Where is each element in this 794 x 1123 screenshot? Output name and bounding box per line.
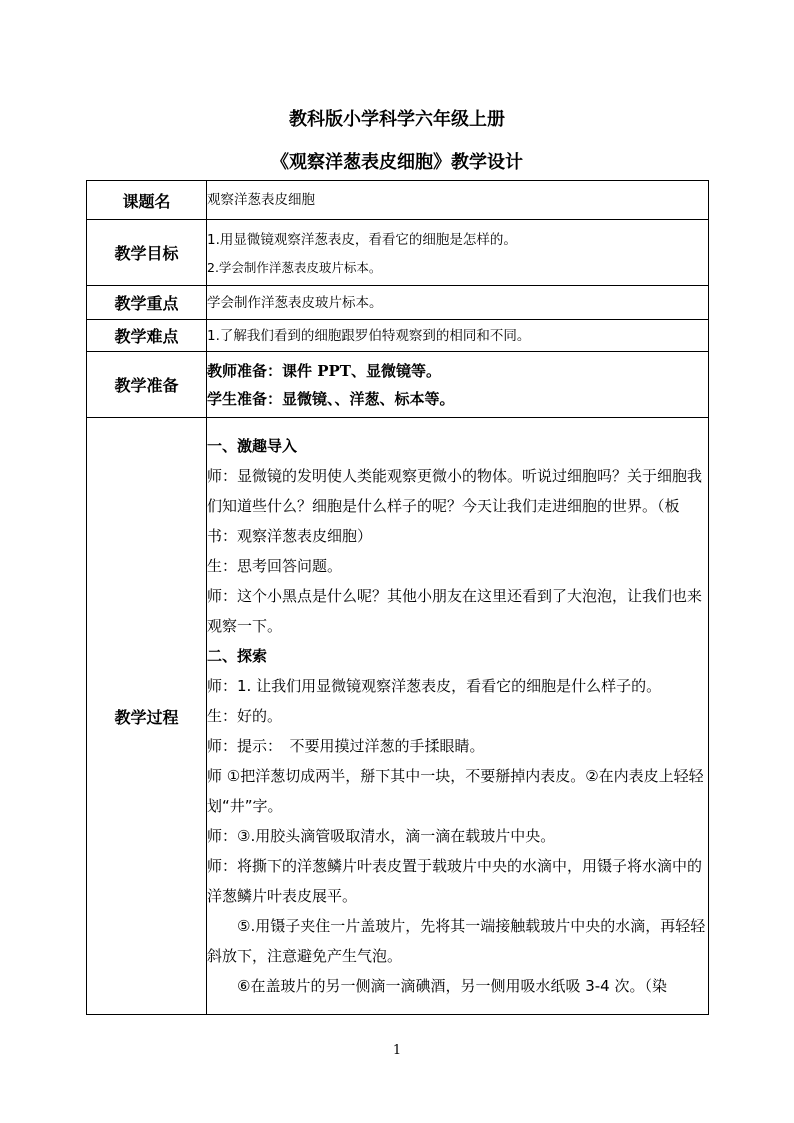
process-paragraph: ⑥在盖玻片的另一侧滴一滴碘酒，另一侧用吸水纸吸 3-4 次。（染	[237, 977, 667, 995]
page-number: 1	[392, 1043, 402, 1058]
topic-value: 观察洋葱表皮细胞	[207, 181, 709, 220]
teacher-preparation: 教师准备：课件 PPT、显微镜等。	[207, 361, 441, 380]
preparation-label: 教学准备	[87, 352, 207, 418]
row-process	[87, 418, 709, 1015]
row-topic	[87, 181, 709, 220]
document-subtitle: 《观察洋葱表皮细胞》教学设计	[271, 152, 523, 173]
process-paragraph: 师：③.用胶头滴管吸取清水，滴一滴在载玻片中央。	[207, 827, 556, 845]
key-point-label: 教学重点	[87, 286, 207, 320]
process-paragraph: 师 ①把洋葱切成两半，掰下其中一块，不要掰掉内表皮。②在内表皮上轻轻划“井”字。	[207, 767, 704, 815]
goal-item: 2.学会制作洋葱表皮玻片标本。	[207, 259, 382, 275]
topic-label: 课题名	[87, 181, 207, 220]
lesson-plan-table	[86, 180, 709, 1015]
goals-value	[207, 220, 709, 286]
process-paragraph: 生：好的。	[207, 707, 283, 725]
row-difficulty	[87, 320, 709, 352]
process-paragraph: 师：将撕下的洋葱鳞片叶表皮置于载玻片中央的水滴中，用镊子将水滴中的洋葱鳞片叶表皮展平。	[207, 857, 703, 905]
row-key-point	[87, 286, 709, 320]
row-preparation	[87, 352, 709, 418]
goals-label: 教学目标	[87, 220, 207, 286]
process-paragraph: 师：1. 让我们用显微镜观察洋葱表皮，看看它的细胞是什么样子的。	[207, 677, 662, 695]
row-goals	[87, 220, 709, 286]
preparation-value	[207, 352, 709, 418]
section-heading: 二、探索	[207, 647, 268, 665]
process-label: 教学过程	[87, 418, 207, 1015]
process-paragraph: 师：显微镜的发明使人类能观察更微小的物体。听说过细胞吗？关于细胞我们知道些什么？细胞是什么样子的呢？今天让我们走进细胞的世界。（板书：观察洋葱表皮细胞）	[207, 467, 703, 545]
process-content	[207, 418, 709, 1015]
key-point-value: 学会制作洋葱表皮玻片标本。	[207, 286, 709, 320]
difficulty-value: 1.了解我们看到的细胞跟罗伯特观察到的相同和不同。	[207, 320, 709, 352]
document-title: 教科版小学科学六年级上册	[289, 109, 505, 130]
process-paragraph: 师：这个小黑点是什么呢？其他小朋友在这里还看到了大泡泡，让我们也来观察一下。	[207, 587, 703, 635]
goal-item: 1.用显微镜观察洋葱表皮，看看它的细胞是怎样的。	[207, 231, 517, 248]
difficulty-label: 教学难点	[87, 320, 207, 352]
process-paragraph: ⑤.用镊子夹住一片盖玻片，先将其一端接触载玻片中央的水滴，再轻轻斜放下，注意避免产生气泡。	[207, 917, 706, 965]
process-paragraph: 生：思考回答问题。	[207, 557, 343, 575]
section-heading: 一、激趣导入	[207, 437, 298, 455]
student-preparation: 学生准备：显微镜、、洋葱、标本等。	[207, 389, 455, 408]
process-paragraph: 师：提示： 不要用摸过洋葱的手揉眼睛。	[207, 737, 485, 755]
